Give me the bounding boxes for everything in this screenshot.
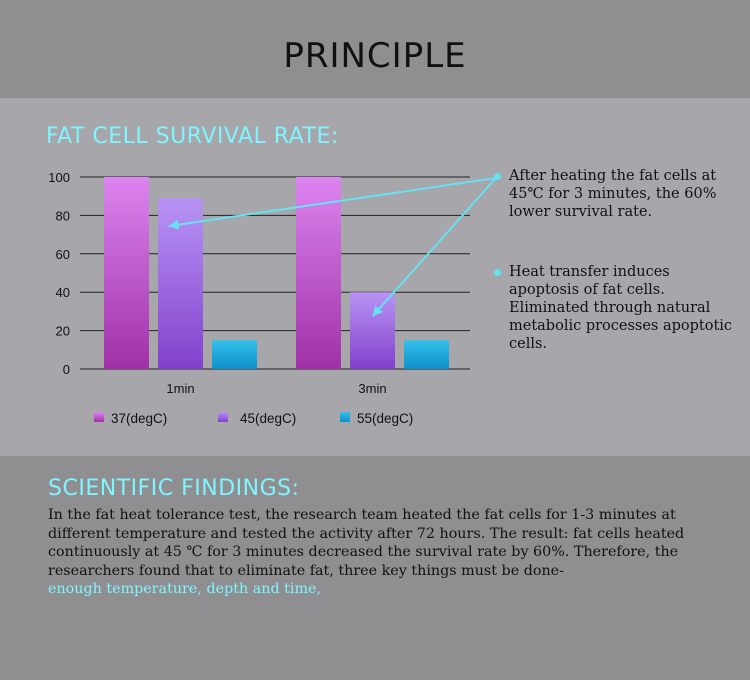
y-tick-label: 60 xyxy=(55,246,70,262)
bar xyxy=(350,292,395,369)
bar xyxy=(212,340,257,369)
chart-notes xyxy=(493,167,738,377)
y-axis xyxy=(48,170,70,377)
y-tick-label: 100 xyxy=(48,170,70,185)
note-item xyxy=(493,167,738,221)
survival-rate-title: FAT CELL SURVIVAL RATE: xyxy=(46,124,339,149)
chart-legend xyxy=(94,411,413,426)
legend-label: 55(degC) xyxy=(357,411,414,426)
y-tick-label: 0 xyxy=(62,362,70,377)
y-tick-label: 40 xyxy=(55,285,70,301)
bar xyxy=(104,177,149,369)
pointer-arrow xyxy=(373,178,497,316)
x-tick-label: 3min xyxy=(358,381,387,396)
chart-bars xyxy=(104,177,449,369)
bar xyxy=(404,340,449,369)
findings-body xyxy=(48,506,728,599)
y-tick-label: 20 xyxy=(55,323,70,339)
legend-swatch xyxy=(94,412,104,422)
x-axis xyxy=(166,381,386,396)
findings-highlight: enough temperature, depth and time, xyxy=(48,581,322,597)
legend-swatch xyxy=(218,412,228,422)
bullet-dot-icon xyxy=(494,269,501,276)
legend-swatch xyxy=(340,412,350,422)
y-tick-label: 80 xyxy=(55,208,70,224)
legend-label: 37(degC) xyxy=(111,411,168,426)
note-text: After heating the fat cells at 45℃ for 3 minutes, the 60% lower survival rate. xyxy=(509,168,717,220)
bullet-dot-icon xyxy=(494,173,501,180)
findings-title: SCIENTIFIC FINDINGS: xyxy=(48,476,300,501)
note-item xyxy=(493,263,738,353)
page-title: PRINCIPLE xyxy=(283,36,467,76)
findings-paragraph: In the fat heat tolerance test, the research team heated the fat cells for 1-3 minutes at different temperature and tested the activity after 72 hours. The result: fat cells heated continuously at 45 ℃ for 3 minutes decreased the survival rate by 60%. Therefore, the researchers found that to eliminate fat, three key things must be done- xyxy=(48,507,685,579)
note-text: Heat transfer induces apoptosis of fat cells. Eliminated through natural metabolic processes apoptotic cells. xyxy=(509,264,733,352)
legend-label: 45(degC) xyxy=(240,411,297,426)
x-tick-label: 1min xyxy=(166,381,195,396)
